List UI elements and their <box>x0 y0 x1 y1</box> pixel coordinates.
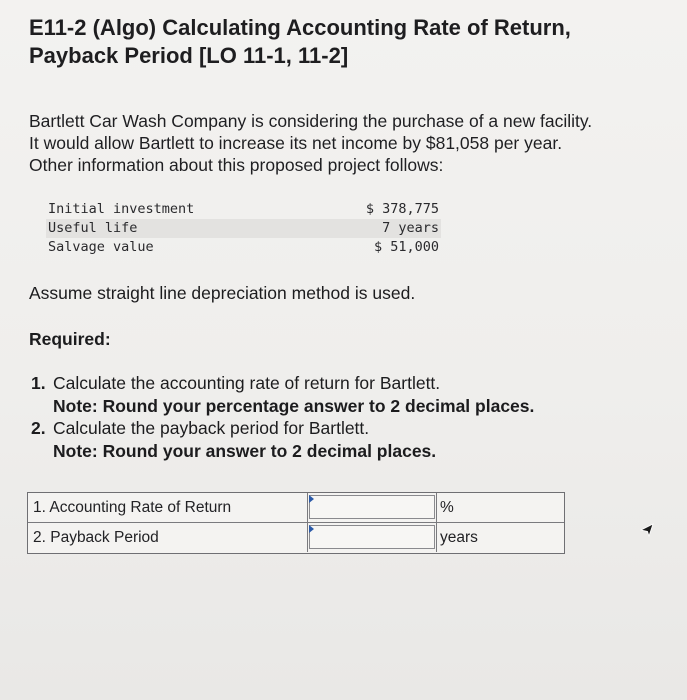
project-info-table <box>46 200 441 257</box>
info-value: 7 years <box>382 220 439 236</box>
answer-row-payback-period <box>28 523 564 552</box>
unit-label: years <box>440 529 478 546</box>
info-label: Salvage value <box>48 239 154 255</box>
intro-line-3: Other information about this proposed project follows: <box>29 155 444 175</box>
requirement-text: Calculate the payback period for Bartlett. <box>53 418 370 438</box>
column-divider <box>307 493 308 522</box>
problem-intro <box>29 110 669 176</box>
intro-line-1: Bartlett Car Wash Company is considering the purchase of a new facility. <box>29 111 593 131</box>
required-heading: Required: <box>29 329 111 349</box>
info-row-initial-investment <box>46 200 441 219</box>
requirement-number: 2. <box>31 418 46 438</box>
title-line-1: E11-2 (Algo) Calculating Accounting Rate of Return, <box>29 15 571 40</box>
requirement-body <box>53 372 671 417</box>
page-title <box>29 14 649 70</box>
title-line-2: Payback Period [LO 11-1, 11-2] <box>29 43 349 68</box>
unit-label: % <box>440 499 454 516</box>
requirement-body <box>53 417 671 462</box>
requirement-text: Calculate the accounting rate of return for Bartlett. <box>53 373 441 393</box>
requirement-note: Note: Round your answer to 2 decimal places. <box>53 440 437 461</box>
requirements-list <box>31 372 671 462</box>
required-field-marker-icon <box>309 525 314 533</box>
info-value: $ 378,775 <box>365 201 439 217</box>
column-divider <box>307 523 308 552</box>
answer-label: 1. Accounting Rate of Return <box>33 499 232 516</box>
info-value: $ 51,000 <box>373 239 439 255</box>
info-label: Useful life <box>48 220 138 236</box>
info-row-salvage-value <box>46 238 441 257</box>
requirement-note: Note: Round your percentage answer to 2 decimal places. <box>53 395 535 416</box>
answer-row-accounting-rate-of-return <box>28 493 564 523</box>
mouse-pointer-icon <box>640 522 654 538</box>
column-divider <box>436 493 437 522</box>
column-divider <box>436 523 437 552</box>
answer-label: 2. Payback Period <box>33 529 159 546</box>
requirement-number: 1. <box>31 373 46 393</box>
requirement-item <box>31 417 671 462</box>
payback-period-input[interactable] <box>309 525 435 549</box>
intro-line-2: It would allow Bartlett to increase its net income by $81,058 per year. <box>29 133 563 153</box>
info-label: Initial investment <box>48 201 195 217</box>
requirement-item <box>31 372 671 417</box>
info-row-useful-life <box>46 219 441 238</box>
accounting-rate-of-return-input[interactable] <box>309 495 435 519</box>
depreciation-assumption: Assume straight line depreciation method is used. <box>29 283 416 303</box>
required-field-marker-icon <box>309 495 314 503</box>
answer-table <box>27 492 565 554</box>
